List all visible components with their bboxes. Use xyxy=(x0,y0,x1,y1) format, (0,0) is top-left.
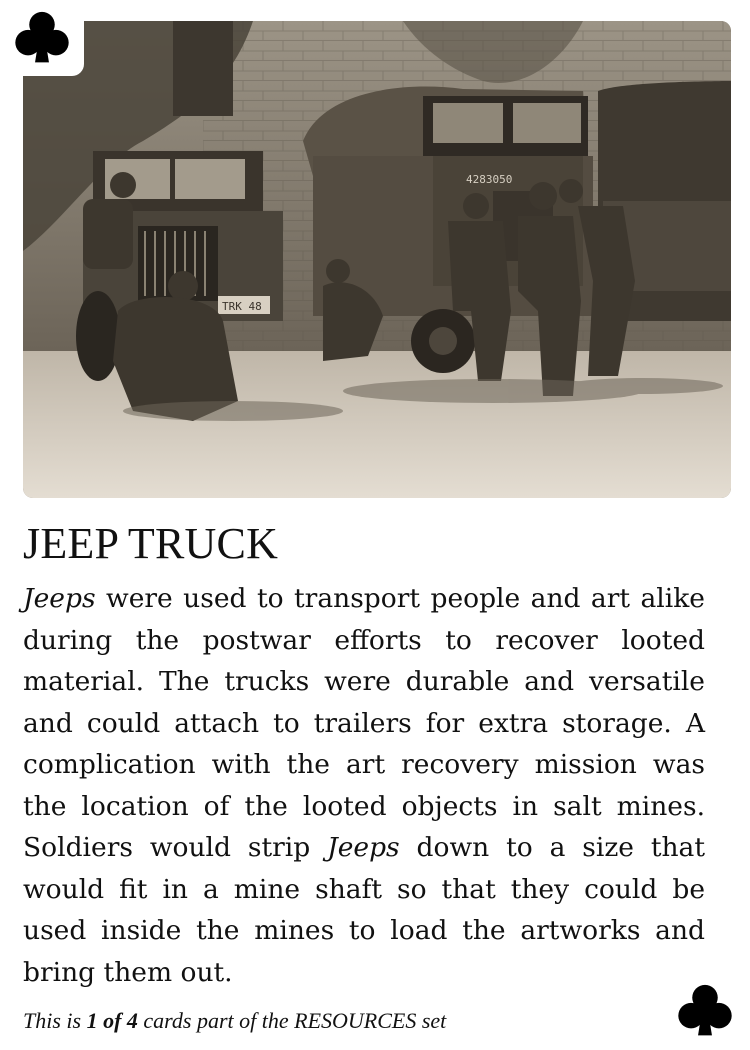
footer-prefix: This is xyxy=(23,1008,87,1033)
card-count: 1 of 4 xyxy=(86,1008,138,1033)
club-icon xyxy=(676,982,734,1040)
suit-corner-bottom-right xyxy=(676,982,734,1044)
description-part-1: were used to transport people and art alike during the postwar efforts to recover looted material. The trucks were durable and versatile and could attach to trailers for extra storage. A complication with the art recovery mission was the location of the looted objects in salt mines. Soldiers would strip xyxy=(23,583,705,863)
card-description xyxy=(23,578,705,993)
description-part-2: down to a size that would fit in a mine shaft so that they could be used inside the mines to load the artworks and bring them out. xyxy=(23,832,705,988)
card-title: JEEP TRUCK xyxy=(23,519,279,568)
jeeps-emphasis: Jeeps xyxy=(23,583,96,614)
jeep-plate-label: TRK 48 xyxy=(222,300,262,313)
truck-number-label: 4283050 xyxy=(466,173,513,186)
footer-suffix: cards part of the RESOURCES set xyxy=(137,1008,447,1033)
jeeps-emphasis-2: Jeeps xyxy=(327,832,400,863)
suit-corner-top-left xyxy=(0,0,84,76)
club-icon xyxy=(13,9,71,67)
jeep-truck-photo xyxy=(23,21,731,498)
set-footer xyxy=(23,1006,446,1036)
